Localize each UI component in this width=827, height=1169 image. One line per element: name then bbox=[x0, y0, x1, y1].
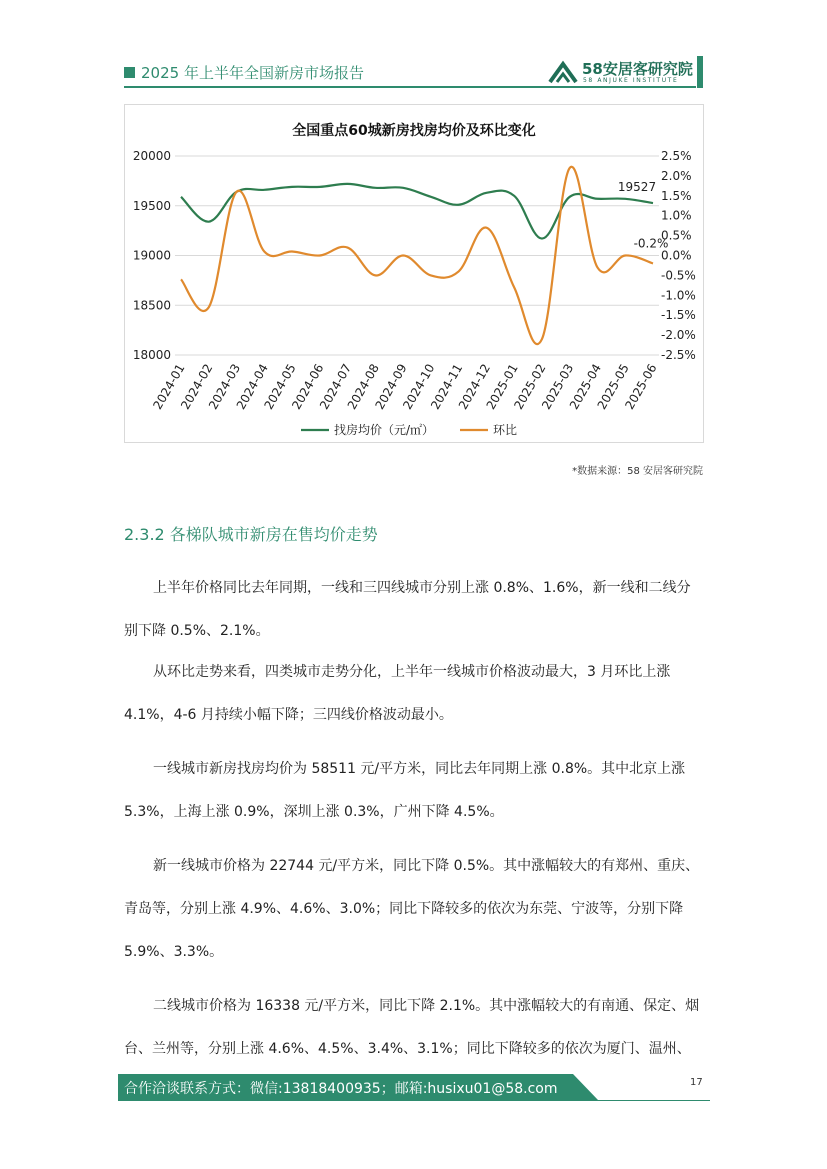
x-axis-tick-label: 2024-07 bbox=[316, 361, 355, 412]
left-axis-tick-label: 18500 bbox=[132, 298, 171, 313]
price-data-label: 19527 bbox=[617, 180, 657, 195]
x-axis-tick-label: 2025-01 bbox=[483, 361, 521, 412]
left-axis-tick-label: 20000 bbox=[132, 149, 171, 163]
right-axis-tick-label: 2.0% bbox=[661, 168, 692, 183]
price-series-line bbox=[181, 184, 653, 239]
chart-canvas bbox=[125, 105, 703, 442]
header-accent-bar bbox=[697, 56, 703, 88]
logo-subtext: 58 ANJUKE INSTITUTE bbox=[583, 77, 679, 84]
x-axis-tick-label: 2025-05 bbox=[594, 361, 632, 412]
x-axis-tick-label: 2024-11 bbox=[428, 361, 466, 412]
x-axis-tick-label: 2024-10 bbox=[400, 361, 438, 412]
left-axis-tick-label: 18000 bbox=[132, 348, 171, 362]
x-axis-tick-label: 2025-06 bbox=[622, 361, 660, 412]
x-axis-tick-label: 2024-09 bbox=[372, 361, 410, 412]
header-marker bbox=[124, 67, 135, 78]
contact-info: 合作洽谈联系方式：微信:13818400935；邮箱:husixu01@58.com bbox=[124, 1081, 558, 1097]
section-heading: 2.3.2 各梯队城市新房在售均价走势 bbox=[124, 525, 378, 544]
right-axis-tick-label: 0.5% bbox=[661, 228, 692, 243]
right-axis-tick-label: 1.0% bbox=[661, 208, 692, 223]
page-footer bbox=[118, 1074, 710, 1102]
chart-title: 全国重点60城新房找房均价及环比变化 bbox=[292, 123, 536, 139]
paragraph-3: 一线城市新房找房均价为 58511 元/平方米，同比去年同期上涨 0.8%。其中北京上涨 5.3%，上海上涨 0.9%，深圳上涨 0.3%，广州下降 4.5%。 bbox=[124, 761, 686, 820]
paragraph-2: 从环比走势来看，四类城市走势分化，上半年一线城市价格波动最大，3 月环比上涨 4.1%，4-6 月持续小幅下降；三四线价格波动最小。 bbox=[124, 664, 671, 723]
paragraph-5: 二线城市价格为 16338 元/平方米，同比下降 2.1%。其中涨幅较大的有南通、保定、烟台、兰州等，分别上涨 4.6%、4.5%、3.4%、3.1%；同比下降较多的依次为厦门、温州、 bbox=[124, 998, 700, 1057]
right-axis-tick-label: -2.5% bbox=[661, 348, 696, 362]
legend-item-price: 找房均价（元/㎡） bbox=[334, 423, 435, 437]
x-axis-tick-label: 2024-08 bbox=[344, 361, 382, 412]
x-axis-tick-label: 2024-12 bbox=[455, 361, 494, 412]
right-axis-tick-label: 2.5% bbox=[661, 149, 692, 163]
footer-divider bbox=[118, 1100, 710, 1101]
x-axis-tick-label: 2024-03 bbox=[205, 361, 244, 412]
right-axis-tick-label: 0.0% bbox=[661, 248, 692, 263]
right-axis-tick-label: -0.5% bbox=[661, 268, 696, 283]
right-axis-tick-label: 1.5% bbox=[661, 188, 692, 203]
left-axis-tick-label: 19000 bbox=[132, 248, 171, 263]
data-source-note: *数据来源：58 安居客研究院 bbox=[572, 466, 703, 477]
page-number: 17 bbox=[690, 1077, 703, 1088]
report-title: 2025 年上半年全国新房市场报告 bbox=[141, 64, 364, 82]
x-axis-tick-label: 2024-02 bbox=[178, 361, 216, 412]
paragraph-4: 新一线城市价格为 22744 元/平方米，同比下降 0.5%。其中涨幅较大的有郑州、重庆、青岛等，分别上涨 4.9%、4.6%、3.0%；同比下降较多的依次为东莞、宁波等，分别下降 5.9%、3.3%。 bbox=[124, 858, 700, 960]
price-chart bbox=[124, 104, 704, 443]
right-axis-tick-label: -1.0% bbox=[661, 288, 696, 303]
x-axis-tick-label: 2025-04 bbox=[566, 361, 605, 412]
logo-mark-icon bbox=[548, 60, 578, 84]
header-divider bbox=[124, 86, 696, 88]
chart-legend bbox=[301, 422, 517, 437]
logo-text: 58安居客研究院 bbox=[582, 60, 693, 78]
paragraph-1: 上半年价格同比去年同期，一线和三四线城市分别上涨 0.8%、1.6%，新一线和二线分别下降 0.5%、2.1%。 bbox=[124, 580, 691, 639]
right-axis-tick-label: -2.0% bbox=[661, 328, 696, 343]
right-axis-tick-label: -1.5% bbox=[661, 308, 696, 323]
mom-data-label: -0.2% bbox=[633, 236, 669, 251]
x-axis-tick-label: 2025-03 bbox=[539, 361, 577, 412]
page-header bbox=[124, 58, 704, 92]
brand-logo bbox=[548, 58, 698, 86]
x-axis-tick-label: 2024-05 bbox=[261, 361, 299, 412]
x-axis-tick-label: 2025-02 bbox=[511, 361, 549, 412]
x-axis-tick-label: 2024-06 bbox=[289, 361, 327, 412]
legend-item-mom: 环比 bbox=[493, 423, 518, 437]
x-axis-tick-label: 2024-01 bbox=[150, 361, 188, 412]
x-axis-tick-label: 2024-04 bbox=[233, 361, 271, 412]
left-axis-tick-label: 19500 bbox=[132, 198, 171, 213]
